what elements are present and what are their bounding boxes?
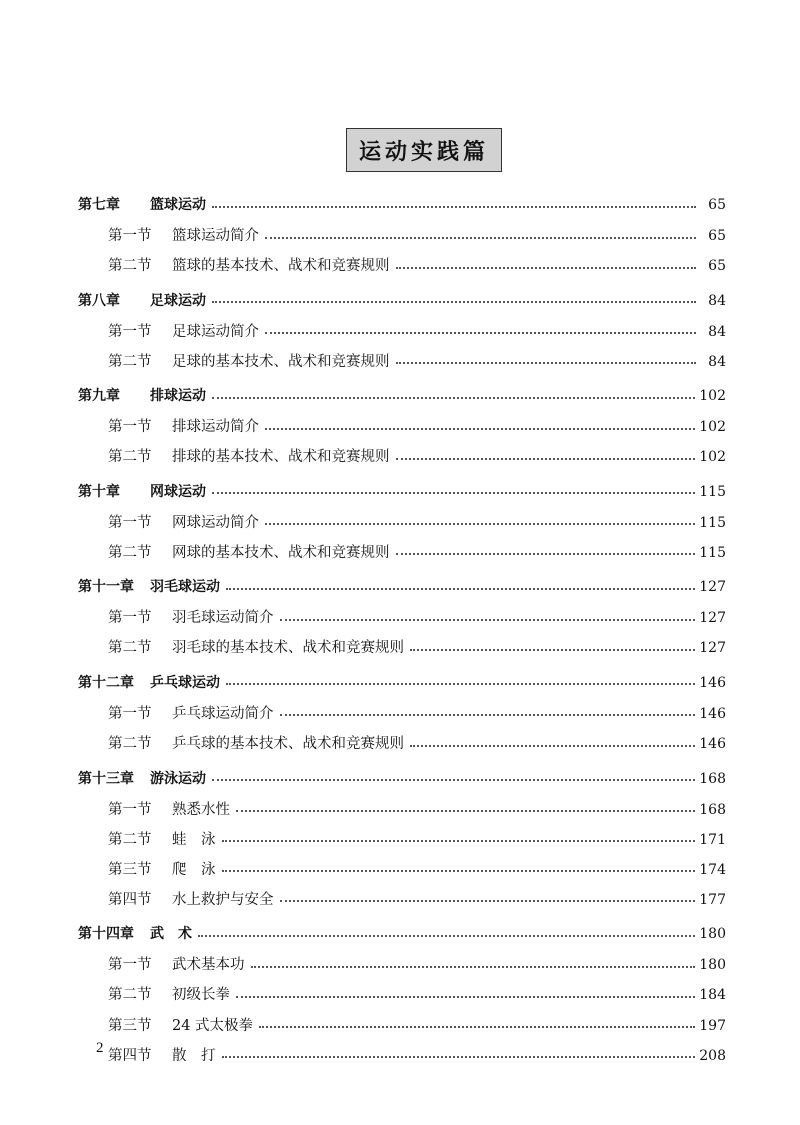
section-title: 网球的基本技术、战术和竞赛规则: [172, 544, 390, 561]
section-number: 第三节: [108, 1017, 152, 1034]
section-page: 197: [699, 1017, 726, 1034]
dot-leader: [396, 458, 696, 460]
section-entry[interactable]: [78, 541, 726, 567]
section-title: 散 打: [172, 1047, 216, 1064]
section-page: 65: [708, 258, 726, 275]
chapter-title: 游泳运动: [150, 770, 206, 787]
section-page: 84: [708, 323, 726, 340]
section-title: 篮球的基本技术、战术和竞赛规则: [172, 258, 390, 275]
section-page: 171: [699, 831, 726, 848]
section-entry[interactable]: [78, 732, 726, 758]
section-page: 115: [699, 544, 726, 561]
dot-leader: [410, 745, 695, 747]
section-title: 篮球运动简介: [172, 228, 259, 244]
dot-leader: [212, 301, 696, 303]
dot-leader: [410, 649, 695, 651]
section-number: 第一节: [108, 228, 152, 244]
section-page: 102: [699, 419, 726, 436]
section-title: 爬 泳: [172, 861, 216, 878]
section-entry[interactable]: [78, 224, 726, 250]
chapter-group: [78, 193, 726, 280]
section-page: 168: [699, 801, 726, 818]
dot-leader: [396, 362, 697, 364]
section-number: 第二节: [108, 258, 152, 275]
chapter-entry[interactable]: [78, 384, 726, 410]
section-entry[interactable]: [78, 702, 726, 728]
dot-leader: [212, 779, 695, 781]
section-number: 第一节: [108, 957, 152, 974]
section-title: 24 式太极拳: [172, 1017, 254, 1034]
section-number: 第三节: [108, 861, 152, 878]
section-number: 第二节: [108, 831, 152, 848]
chapter-title: 羽毛球运动: [150, 579, 220, 596]
dot-leader: [236, 810, 695, 812]
chapter-entry[interactable]: [78, 575, 726, 601]
section-entry[interactable]: [78, 858, 726, 884]
part-title: [346, 128, 502, 172]
chapter-group: [78, 767, 726, 914]
chapter-title: 排球运动: [150, 388, 206, 405]
chapter-entry[interactable]: [78, 767, 726, 793]
section-title: 乒乓球运动简介: [172, 705, 274, 722]
section-page: 184: [699, 987, 726, 1004]
section-page: 146: [699, 705, 726, 722]
section-number: 第四节: [108, 1047, 152, 1064]
chapter-title: 武 术: [150, 926, 192, 943]
section-page: 115: [699, 514, 726, 531]
chapter-number: 第九章: [78, 388, 120, 405]
section-number: 第二节: [108, 353, 152, 370]
section-title: 足球的基本技术、战术和竞赛规则: [172, 353, 390, 370]
section-title: 水上救护与安全: [172, 891, 274, 908]
chapter-title: 篮球运动: [150, 197, 206, 213]
section-page: 102: [699, 449, 726, 466]
section-title: 初级长拳: [172, 987, 230, 1004]
section-page: 180: [699, 957, 726, 974]
section-title: 熟悉水性: [172, 801, 230, 818]
dot-leader: [396, 267, 697, 269]
section-title: 排球运动简介: [172, 419, 259, 436]
section-entry[interactable]: [78, 415, 726, 441]
section-entry[interactable]: [78, 320, 726, 346]
dot-leader: [226, 588, 695, 590]
chapter-page: 102: [699, 388, 726, 405]
section-title: 乒乓球的基本技术、战术和竞赛规则: [172, 736, 404, 753]
chapter-page: 115: [699, 483, 726, 500]
section-entry[interactable]: [78, 828, 726, 854]
dot-leader: [280, 714, 696, 716]
section-number: 第二节: [108, 449, 152, 466]
chapter-title: 网球运动: [150, 483, 206, 500]
chapter-entry[interactable]: [78, 480, 726, 506]
section-number: 第一节: [108, 514, 152, 531]
section-entry[interactable]: [78, 511, 726, 537]
section-page: 174: [699, 861, 726, 878]
section-number: 第二节: [108, 544, 152, 561]
section-number: 第一节: [108, 610, 152, 627]
dot-leader: [222, 870, 696, 872]
section-entry[interactable]: [78, 636, 726, 662]
section-entry[interactable]: [78, 888, 726, 914]
section-number: 第一节: [108, 419, 152, 436]
dot-leader: [396, 553, 696, 555]
dot-leader: [259, 1026, 695, 1028]
chapter-group: [78, 922, 726, 1069]
section-number: 第一节: [108, 323, 152, 340]
dot-leader: [212, 397, 695, 399]
chapter-entry[interactable]: [78, 671, 726, 697]
chapter-number: 第十二章: [78, 674, 134, 691]
chapter-entry[interactable]: [78, 289, 726, 315]
chapter-group: [78, 384, 726, 471]
section-entry[interactable]: [78, 983, 726, 1009]
section-entry[interactable]: [78, 350, 726, 376]
section-page: 146: [699, 736, 726, 753]
table-of-contents: [78, 193, 726, 1069]
section-number: 第一节: [108, 705, 152, 722]
dot-leader: [236, 996, 695, 998]
section-title: 蛙 泳: [172, 831, 216, 848]
section-entry[interactable]: [78, 254, 726, 280]
section-page: 127: [699, 640, 726, 657]
chapter-number: 第十章: [78, 483, 120, 500]
chapter-number: 第七章: [78, 197, 120, 213]
chapter-page: 65: [708, 197, 726, 213]
chapter-number: 第十一章: [78, 579, 134, 596]
chapter-page: 127: [699, 579, 726, 596]
section-number: 第二节: [108, 987, 152, 1004]
chapter-group: [78, 671, 726, 758]
section-entry[interactable]: [78, 798, 726, 824]
chapter-page: 146: [699, 674, 726, 691]
chapter-group: [78, 575, 726, 662]
chapter-group: [78, 289, 726, 376]
dot-leader: [212, 492, 695, 494]
chapter-title: 乒乓球运动: [150, 674, 220, 691]
section-number: 第一节: [108, 801, 152, 818]
chapter-entry[interactable]: [78, 922, 726, 948]
section-title: 武术基本功: [172, 957, 245, 974]
chapter-number: 第十四章: [78, 926, 134, 943]
section-page: 208: [699, 1047, 726, 1064]
section-entry[interactable]: [78, 1044, 726, 1070]
dot-leader: [222, 1056, 696, 1058]
section-title: 排球的基本技术、战术和竞赛规则: [172, 449, 390, 466]
section-title: 羽毛球运动简介: [172, 610, 274, 627]
dot-leader: [198, 935, 695, 937]
section-page: 65: [708, 228, 726, 244]
section-page: 127: [699, 610, 726, 627]
section-page: 177: [699, 891, 726, 908]
chapter-page: 84: [708, 292, 726, 309]
chapter-page: 168: [699, 770, 726, 787]
dot-leader: [280, 900, 696, 902]
section-number: 第四节: [108, 891, 152, 908]
chapter-number: 第十三章: [78, 770, 134, 787]
dot-leader: [265, 237, 696, 239]
dot-leader: [226, 683, 695, 685]
page-number: 2: [96, 1040, 104, 1056]
section-entry[interactable]: [78, 445, 726, 471]
part-title-text: 运动实践篇: [358, 138, 489, 165]
section-title: 足球运动简介: [172, 323, 259, 340]
dot-leader: [265, 332, 696, 334]
chapter-title: 足球运动: [150, 292, 206, 309]
section-entry[interactable]: [78, 1014, 726, 1040]
dot-leader: [251, 966, 696, 968]
section-entry[interactable]: [78, 606, 726, 632]
dot-leader: [212, 206, 696, 208]
section-number: 第二节: [108, 736, 152, 753]
chapter-group: [78, 480, 726, 567]
section-entry[interactable]: [78, 953, 726, 979]
section-number: 第二节: [108, 640, 152, 657]
dot-leader: [265, 428, 695, 430]
dot-leader: [280, 619, 696, 621]
dot-leader: [265, 523, 695, 525]
chapter-page: 180: [699, 926, 726, 943]
chapter-entry[interactable]: [78, 193, 726, 219]
section-title: 羽毛球的基本技术、战术和竞赛规则: [172, 640, 404, 657]
section-page: 84: [708, 353, 726, 370]
dot-leader: [222, 840, 696, 842]
chapter-number: 第八章: [78, 292, 120, 309]
section-title: 网球运动简介: [172, 514, 259, 531]
